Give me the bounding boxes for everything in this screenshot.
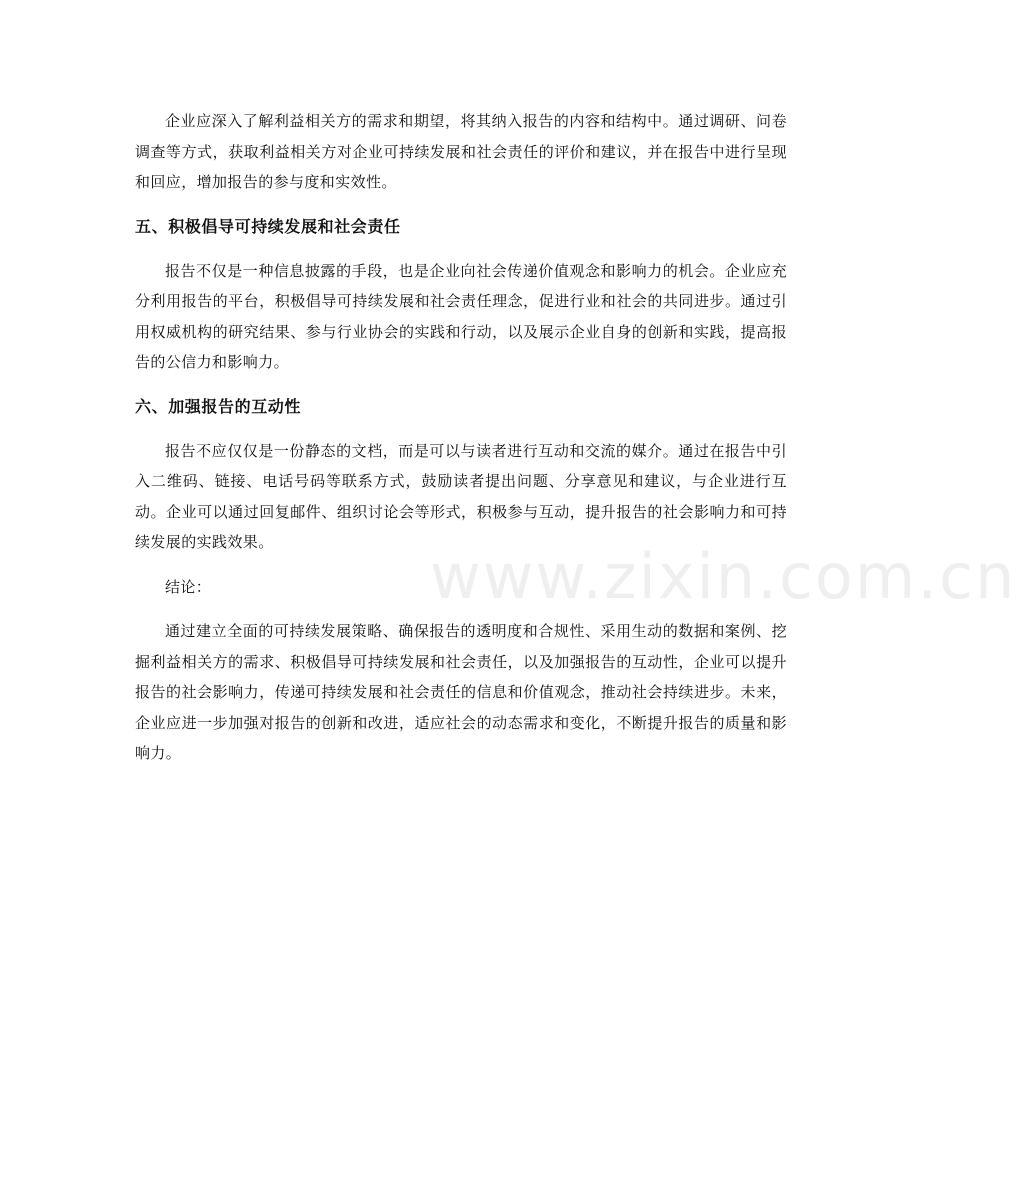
document-body [135, 106, 787, 769]
spacer [135, 558, 787, 572]
section-5-paragraph: 报告不仅是一种信息披露的手段，也是企业向社会传递价值观念和影响力的机会。企业应充分利用报告的平台，积极倡导可持续发展和社会责任理念，促进行业和社会的共同进步。通过引用权威机构的研究结果、参与行业协会的实践和行动，以及展示企业自身的创新和实践，提高报告的公信力和影响力。 [135, 261, 787, 371]
section-6-paragraph: 报告不应仅仅是一份静态的文档，而是可以与读者进行互动和交流的媒介。通过在报告中引入二维码、链接、电话号码等联系方式，鼓励读者提出问题、分享意见和建议，与企业进行互动。企业可以通过回复邮件、组织讨论会等形式，积极参与互动，提升报告的社会影响力和可持续发展的实践效果。 [135, 441, 787, 551]
spacer [135, 422, 787, 436]
watermark-text: www.zixin.com.cn [430, 540, 1016, 613]
spacer [135, 242, 787, 256]
spacer [135, 198, 787, 212]
section-5-heading: 五、积极倡导可持续发展和社会责任 [135, 216, 401, 236]
section-6-heading: 六、加强报告的互动性 [135, 396, 302, 416]
spacer [135, 378, 787, 392]
intro-paragraph: 企业应深入了解利益相关方的需求和期望，将其纳入报告的内容和结构中。通过调研、问卷调查等方式，获取利益相关方对企业可持续发展和社会责任的评价和建议，并在报告中进行呈现和回应，增加报告的参与度和实效性。 [135, 112, 787, 191]
conclusion-paragraph: 通过建立全面的可持续发展策略、确保报告的透明度和合规性、采用生动的数据和案例、挖掘利益相关方的需求、积极倡导可持续发展和社会责任，以及加强报告的互动性，企业可以提升报告的社会影响力，传递可持续发展和社会责任的信息和价值观念，推动社会持续进步。未来，企业应进一步加强对报告的创新和改进，适应社会的动态需求和变化，不断提升报告的质量和影响力。 [135, 622, 787, 762]
spacer [135, 602, 787, 616]
conclusion-label: 结论： [165, 577, 212, 596]
